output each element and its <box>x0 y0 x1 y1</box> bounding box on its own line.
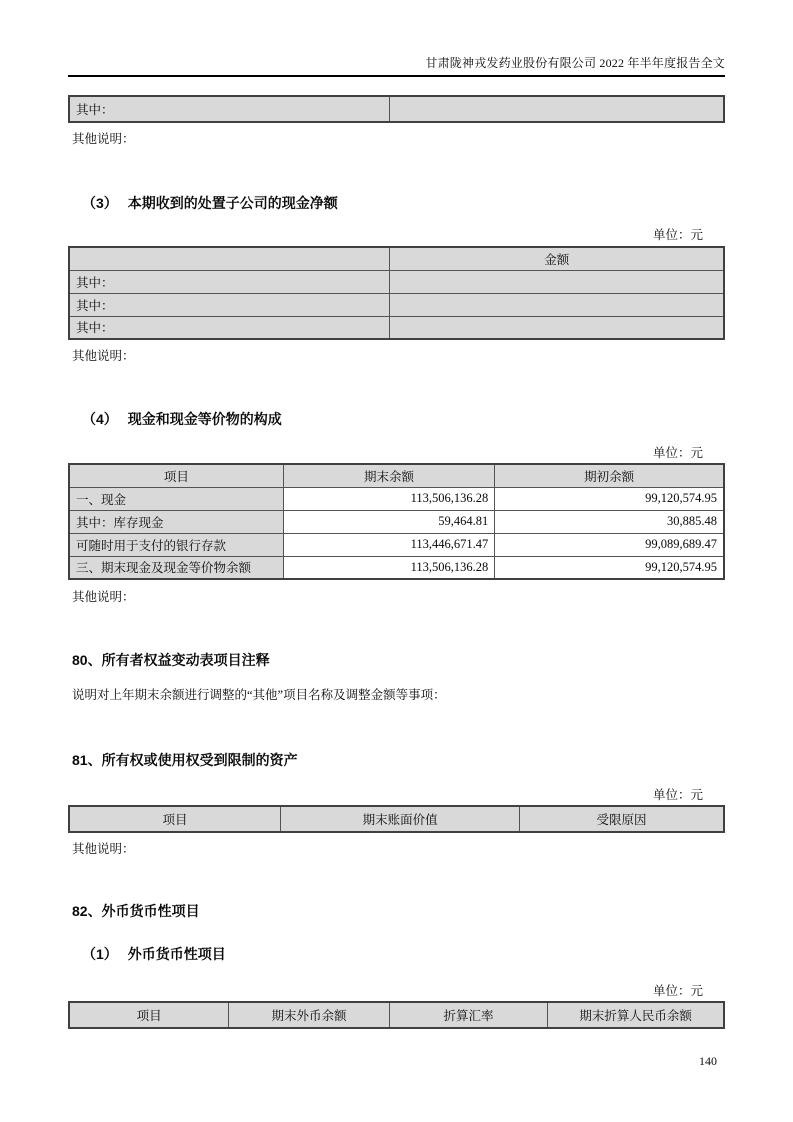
section4-number: （4） <box>82 411 118 427</box>
section80-note: 说明对上年期末余额进行调整的“其他”项目名称及调整金额等事项： <box>72 688 446 702</box>
table-row <box>69 533 724 556</box>
report-header-title: 甘肃陇神戎发药业股份有限公司 2022 年半年度报告全文 <box>425 56 725 70</box>
col-header-foreign-balance: 期末外币余额 <box>229 1002 389 1028</box>
empty-header-cell <box>69 247 390 270</box>
row-label-cell: 其中：库存现金 <box>69 510 283 533</box>
col-header-item: 项目 <box>69 806 281 832</box>
section82-sub-heading <box>68 946 725 963</box>
col-header-opening: 期初余额 <box>495 464 724 487</box>
other-note-label: 其他说明： <box>72 842 135 856</box>
unit-label: 单位：元 <box>652 788 703 802</box>
col-header-item: 项目 <box>69 464 283 487</box>
section4-heading <box>68 411 725 428</box>
table-header-row <box>69 247 724 270</box>
table-row <box>69 293 724 316</box>
cash-equivalents-table <box>68 463 725 580</box>
opening-balance-cell: 99,089,689.47 <box>495 533 724 556</box>
header-divider <box>68 75 725 77</box>
unit-label: 单位：元 <box>652 984 703 998</box>
other-note-label: 其他说明： <box>72 132 135 146</box>
foreign-currency-table <box>68 1001 725 1029</box>
empty-value-cell <box>390 293 724 316</box>
col-header-closing: 期末余额 <box>283 464 495 487</box>
row-label-cell: 其中： <box>69 270 390 293</box>
opening-balance-cell: 99,120,574.95 <box>495 556 724 579</box>
table-header-row <box>69 464 724 487</box>
table-row <box>69 316 724 339</box>
closing-balance-cell: 113,506,136.28 <box>283 556 495 579</box>
empty-value-cell <box>390 270 724 293</box>
section82-sub-title: 外币货币性项目 <box>127 946 226 962</box>
col-header-item: 项目 <box>69 1002 229 1028</box>
row-label-cell: 可随时用于支付的银行存款 <box>69 533 283 556</box>
closing-balance-cell: 113,506,136.28 <box>283 487 495 510</box>
subsidiary-disposal-table <box>68 246 725 340</box>
section4-title: 现金和现金等价物的构成 <box>127 411 282 427</box>
section80-heading: 80、所有者权益变动表项目注释 <box>72 652 270 668</box>
opening-balance-cell: 30,885.48 <box>495 510 724 533</box>
unit-label: 单位：元 <box>652 228 703 242</box>
table-header-row <box>69 1002 724 1028</box>
col-header-rmb-balance: 期末折算人民币余额 <box>548 1002 724 1028</box>
section3-heading <box>68 195 725 212</box>
section3-number: （3） <box>82 195 118 211</box>
closing-balance-cell: 59,464.81 <box>283 510 495 533</box>
section82-sub-number: （1） <box>82 946 118 962</box>
closing-balance-cell: 113,446,671.47 <box>283 533 495 556</box>
empty-value-cell <box>390 316 724 339</box>
other-note-label: 其他说明： <box>72 590 135 604</box>
page-number: 140 <box>699 1054 717 1068</box>
row-label-cell: 三、期末现金及现金等价物余额 <box>69 556 283 579</box>
row-label-cell: 其中： <box>69 96 390 122</box>
section82-heading: 82、外币货币性项目 <box>72 903 200 919</box>
table-row <box>69 96 724 122</box>
section81-heading: 81、所有权或使用权受到限制的资产 <box>72 752 298 768</box>
col-header-book-value: 期末账面价值 <box>281 806 520 832</box>
col-header-exchange-rate: 折算汇率 <box>389 1002 548 1028</box>
table-header-row <box>69 806 724 832</box>
top-continuation-table <box>68 95 725 123</box>
table-row <box>69 556 724 579</box>
other-note-label: 其他说明： <box>72 349 135 363</box>
section3-title: 本期收到的处置子公司的现金净额 <box>127 195 338 211</box>
col-header-restriction-reason: 受限原因 <box>520 806 724 832</box>
row-label-cell: 一、现金 <box>69 487 283 510</box>
unit-label: 单位：元 <box>652 446 703 460</box>
table-row <box>69 270 724 293</box>
row-label-cell: 其中： <box>69 293 390 316</box>
restricted-assets-table <box>68 805 725 833</box>
opening-balance-cell: 99,120,574.95 <box>495 487 724 510</box>
row-label-cell: 其中： <box>69 316 390 339</box>
table-row <box>69 510 724 533</box>
empty-value-cell <box>390 96 724 122</box>
table-row <box>69 487 724 510</box>
amount-header-cell: 金额 <box>390 247 724 270</box>
